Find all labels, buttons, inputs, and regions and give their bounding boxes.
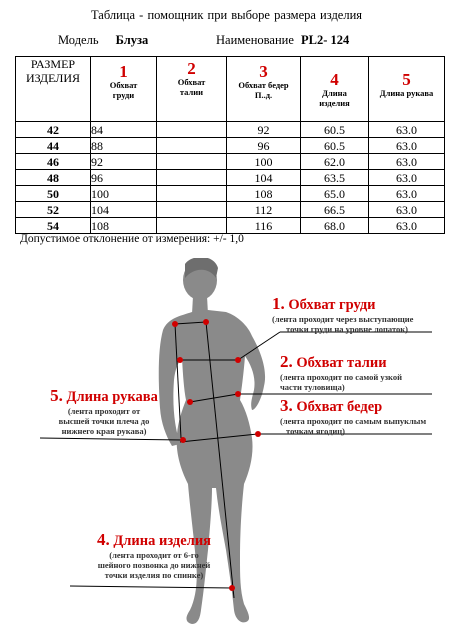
length-measure-title: 4. Длина изделия: [96, 530, 212, 549]
sleeve-measure-label: [44, 386, 164, 436]
hips-cell: 116: [227, 218, 301, 234]
sleeve-measure-title: 5. Длина рукава: [50, 386, 158, 405]
sleeve-measure-desc: (лента проходит от: [67, 406, 141, 416]
chest-cell: 92: [91, 154, 157, 170]
size-cell: 52: [16, 202, 91, 218]
column-caption: Обхват бедер: [238, 80, 289, 90]
hips-cell: 96: [227, 138, 301, 154]
column-caption: изделия: [319, 98, 350, 108]
size-table: [15, 56, 445, 234]
table-row: [16, 138, 445, 154]
hips-measure-desc: (лента проходит по самым выпуклым: [280, 416, 427, 426]
column-caption: Длина: [322, 88, 347, 98]
size-cell: 48: [16, 170, 91, 186]
waist-measure-desc: части туловища): [280, 382, 345, 392]
size-cell: 46: [16, 154, 91, 170]
column-number: 5: [402, 70, 411, 89]
product-name-info: [216, 33, 349, 48]
hips-cell: 92: [227, 122, 301, 138]
sleeve-cell: 63.0: [369, 122, 445, 138]
size-cell: 50: [16, 186, 91, 202]
chest-measure-desc: точки груди на уровне лопаток): [286, 324, 408, 334]
model-info: [58, 33, 148, 48]
size-header-line2: ИЗДЕЛИЯ: [25, 71, 81, 85]
product-name-label: Наименование: [216, 33, 294, 47]
table-row: [16, 186, 445, 202]
sleeve-cell: 63.0: [369, 170, 445, 186]
length-measure-label: [84, 530, 224, 580]
hips-header: [227, 57, 301, 122]
column-number: 2: [187, 59, 196, 78]
column-number: 4: [330, 70, 339, 89]
size-cell: 44: [16, 138, 91, 154]
length-header: [301, 57, 369, 122]
chest-cell: 100: [91, 186, 157, 202]
hips-measure-title: 3. Обхват бедер: [280, 396, 383, 415]
length-cell: 60.5: [301, 138, 369, 154]
model-label: Модель: [58, 33, 99, 47]
chest-cell: 88: [91, 138, 157, 154]
waist-measure-desc: (лента проходит по самой узкой: [280, 372, 402, 382]
chest-measure-label: [272, 294, 413, 334]
column-caption: груди: [112, 90, 135, 100]
table-row: [16, 154, 445, 170]
waist-cell: [157, 154, 227, 170]
waist-cell: [157, 122, 227, 138]
chest-measure-title: 1. Обхват груди: [272, 294, 376, 313]
chest-cell: 108: [91, 218, 157, 234]
hips-cell: 100: [227, 154, 301, 170]
column-caption: П..д.: [254, 90, 273, 100]
sleeve-cell: 63.0: [369, 154, 445, 170]
waist-measure-title: 2. Обхват талии: [280, 352, 387, 371]
sleeve-cell: 63.0: [369, 138, 445, 154]
size-header: [16, 57, 91, 122]
sleeve-measure-desc: нижнего края рукава): [61, 426, 147, 436]
length-cell: 66.5: [301, 202, 369, 218]
size-header-line1: РАЗМЕР: [30, 57, 76, 71]
model-value: Блуза: [115, 33, 149, 47]
sleeve-measure-desc: высшей точки плеча до: [58, 416, 150, 426]
sleeve-cell: 63.0: [369, 218, 445, 234]
chest-cell: 104: [91, 202, 157, 218]
hips-measure-desc: точкам ягодиц): [286, 426, 345, 436]
chest-cell: 84: [91, 122, 157, 138]
length-measure-desc: точки изделия по спинке): [104, 570, 204, 580]
column-caption: Обхват: [109, 80, 138, 90]
waist-header: [157, 57, 227, 122]
size-cell: 42: [16, 122, 91, 138]
column-caption: Обхват: [177, 77, 206, 87]
waist-cell: [157, 202, 227, 218]
hips-measure-label: [280, 396, 426, 436]
product-name-value: PL2- 124: [301, 33, 350, 47]
sleeve-header: [369, 57, 445, 122]
length-measure-desc: шейного позвонка до нижней: [97, 560, 211, 570]
sleeve-cell: 63.0: [369, 202, 445, 218]
length-measure-desc: (лента проходит от 6-го: [109, 550, 199, 560]
hips-cell: 104: [227, 170, 301, 186]
column-number: 1: [119, 62, 128, 81]
table-row: [16, 170, 445, 186]
length-cell: 68.0: [301, 218, 369, 234]
table-row: [16, 218, 445, 234]
column-caption: Длина рукава: [379, 88, 434, 98]
chest-measure-desc: (лента проходит через выступающие: [272, 314, 414, 324]
waist-cell: [157, 218, 227, 234]
hips-cell: 112: [227, 202, 301, 218]
table-header-row: [16, 57, 445, 122]
column-number: 3: [259, 62, 268, 81]
sleeve-cell: 63.0: [369, 186, 445, 202]
tolerance-note: Допустимое отклонение от измерения: +/- 1,0: [20, 233, 244, 245]
table-row: [16, 122, 445, 138]
waist-cell: [157, 186, 227, 202]
chest-cell: 96: [91, 170, 157, 186]
page-title: Таблица - помощник при выборе размера изделия: [90, 8, 363, 22]
length-cell: 62.0: [301, 154, 369, 170]
length-cell: 63.5: [301, 170, 369, 186]
chest-header: [91, 57, 157, 122]
length-cell: 60.5: [301, 122, 369, 138]
waist-cell: [157, 170, 227, 186]
length-cell: 65.0: [301, 186, 369, 202]
size-cell: 54: [16, 218, 91, 234]
column-caption: талии: [179, 87, 204, 97]
waist-cell: [157, 138, 227, 154]
hips-cell: 108: [227, 186, 301, 202]
waist-measure-label: [280, 352, 402, 392]
table-row: [16, 202, 445, 218]
